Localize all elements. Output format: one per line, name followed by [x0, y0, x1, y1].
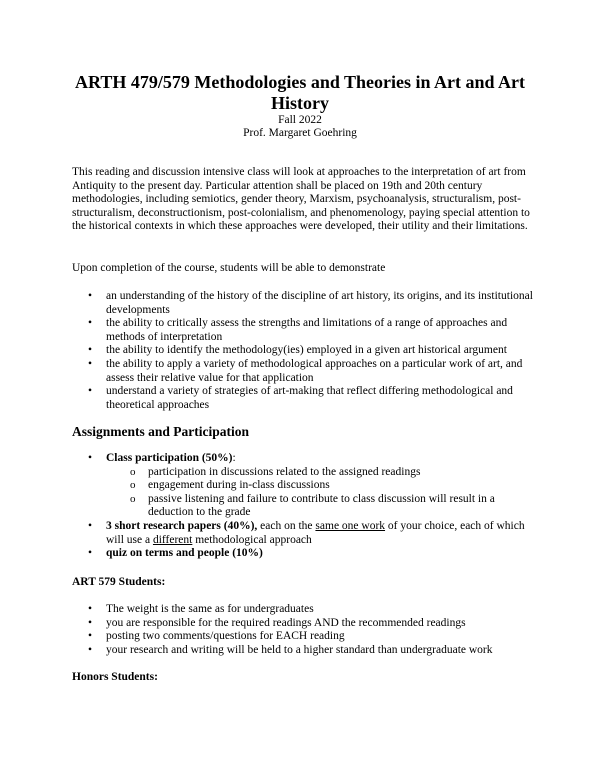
participation-label: Class participation (50%) [106, 452, 233, 464]
assignments-list [88, 452, 538, 561]
term: Fall 2022 [278, 114, 322, 126]
list-item: o passive listening and failure to contribute to class discussion will result in a deduction to the grade [130, 492, 495, 519]
list-item: • your research and writing will be held to a higher standard than undergraduate work [88, 643, 493, 656]
course-description: This reading and discussion intensive class will look at approaches to the interpretation of art from Antiquity to the present day. Particular attention shall be placed on 19th and 20th century methodologies, including semiotics, gender theory, Marxism, psychoanalysis, structuralism, post-structuralism, deconstructionism, post-colonialism, and phenomenology, paying special attention to the historical contexts in which these approaches were developed, their utility and their limitations. [72, 166, 530, 233]
circle-bullet-icon: o [130, 492, 136, 505]
list-item: • 3 short research papers (40%), each on the same one work of your choice, each of which will use a different methodological approach [88, 519, 525, 546]
list-item: • an understanding of the history of the discipline of art history, its origins, and its institutional developments [88, 290, 533, 316]
bullet-icon: • [88, 290, 93, 302]
bullet-icon: • [88, 317, 93, 330]
bullet-icon: • [88, 643, 93, 656]
honors-heading: Honors Students: [72, 671, 158, 683]
list-item [88, 547, 538, 561]
bullet-icon: • [88, 616, 93, 629]
circle-bullet-icon: o [130, 465, 136, 478]
list-item: • the ability to critically assess the strengths and limitations of a range of approaches and methods of interpretation [88, 317, 508, 343]
instructor: Prof. Margaret Goehring [243, 127, 357, 139]
quiz-label: quiz on terms and people (10%) [106, 547, 263, 560]
outcomes-lead: Upon completion of the course, students will be able to demonstrate [72, 262, 386, 274]
outcomes-list [88, 290, 538, 412]
bullet-icon: • [88, 519, 93, 532]
bullet-icon: • [88, 385, 93, 398]
bullet-icon: • [88, 452, 93, 464]
bullet-icon: • [88, 357, 93, 370]
list-item: o participation in discussions related to the assigned readings [130, 465, 421, 478]
art579-list [88, 603, 538, 657]
list-item: • you are responsible for the required readings AND the recommended readings [88, 616, 466, 629]
bullet-icon: • [88, 547, 93, 560]
circle-bullet-icon: o [130, 479, 136, 492]
page-title: ARTH 479/579 Methodologies and Theories in Art and Art History [74, 72, 526, 113]
list-item: • The weight is the same as for undergraduates [88, 603, 314, 615]
list-item: • posting two comments/questions for EACH reading [88, 630, 345, 643]
list-item: • understand a variety of strategies of art-making that reflect differing methodological and theoretical approaches [88, 385, 513, 411]
bullet-icon: • [88, 603, 93, 615]
list-item: o engagement during in-class discussions [130, 479, 330, 492]
assignments-heading: Assignments and Participation [72, 424, 250, 439]
participation-sublist [130, 466, 538, 520]
list-item: • the ability to apply a variety of methodological approaches on a particular work of art, and assess their relative value for that application [88, 357, 523, 384]
bullet-icon: • [88, 630, 93, 643]
bullet-icon: • [88, 344, 93, 357]
list-item: • the ability to identify the methodology(ies) employed in a given art historical argument [88, 344, 507, 357]
art579-heading: ART 579 Students: [72, 576, 166, 588]
list-item: • Class participation (50%): o participation in discussions related to the assigned readings o engagement during in-class discussions o passive listening and failure to contribute to class discussion will result in a deduction to the grade [88, 452, 538, 520]
papers-label: 3 short research papers (40%), [106, 519, 258, 532]
